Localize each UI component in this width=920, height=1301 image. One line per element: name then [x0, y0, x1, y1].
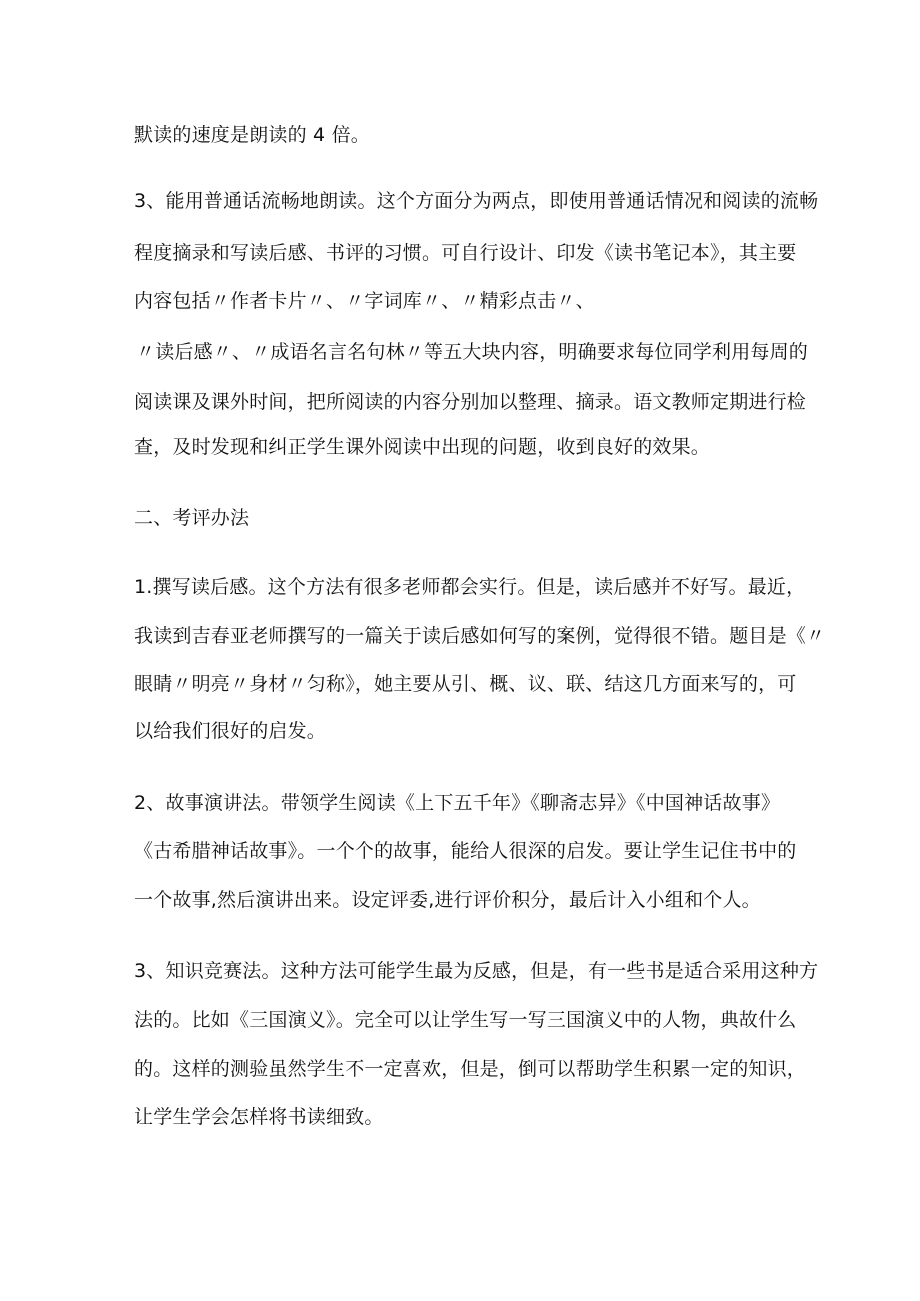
text-line-18: 的。这样的测验虽然学生不一定喜欢，但是，倒可以帮助学生积累一定的知识，: [134, 1058, 807, 1080]
text-line-1: 默读的速度是朗读的 4 倍。: [134, 124, 370, 146]
text-line-16: 3、知识竞赛法。这种方法可能学生最为反感，但是，有一些书是适合采用这种方: [134, 960, 819, 982]
text-line-17: 法的。比如《三国演义》。完全可以让学生写一写三国演义中的人物，典故什么: [134, 1009, 797, 1031]
text-line-19: 让学生学会怎样将书读细致。: [134, 1106, 384, 1128]
text-line-3: 程度摘录和写读后感、书评的习惯。可自行设计、印发《读书笔记本》，其主要: [134, 242, 797, 264]
text-line-12: 以给我们很好的启发。: [134, 720, 327, 742]
text-line-6: 阅读课及课外时间，把所阅读的内容分别加以整理、摘录。语文教师定期进行检: [134, 391, 807, 413]
section-heading: 二、考评办法: [134, 507, 250, 529]
text-line-9: 1.撰写读后感。这个方法有很多老师都会实行。但是，读后感并不好写。最近，: [134, 576, 806, 598]
text-line-4: 内容包括〃作者卡片〃、〃字词库〃、〃精彩点击〃、: [134, 290, 595, 312]
text-line-15: 一个故事,然后演讲出来。设定评委,进行评价积分，最后计入小组和个人。: [134, 889, 761, 911]
text-line-14: 《古希腊神话故事》。一个个的故事，能给人很深的启发。要让学生记住书中的: [134, 840, 797, 862]
text-line-2: 3、能用普通话流畅地朗读。这个方面分为两点，即使用普通话情况和阅读的流畅: [134, 190, 819, 212]
text-line-10: 我读到吉春亚老师撰写的一篇关于读后感如何写的案例，觉得很不错。题目是《〃: [134, 625, 826, 647]
text-line-7: 查，及时发现和纠正学生课外阅读中出现的问题，收到良好的效果。: [134, 436, 711, 458]
text-line-13: 2、故事演讲法。带领学生阅读《上下五千年》《聊斋志异》《中国神话故事》: [134, 792, 781, 814]
text-line-5: 〃读后感〃、〃成语名言名句林〃等五大块内容，明确要求每位同学利用每周的: [136, 341, 809, 363]
text-line-11: 眼睛〃明亮〃身材〃匀称》，她主要从引、概、议、联、结这几方面来写的，可: [134, 673, 797, 695]
